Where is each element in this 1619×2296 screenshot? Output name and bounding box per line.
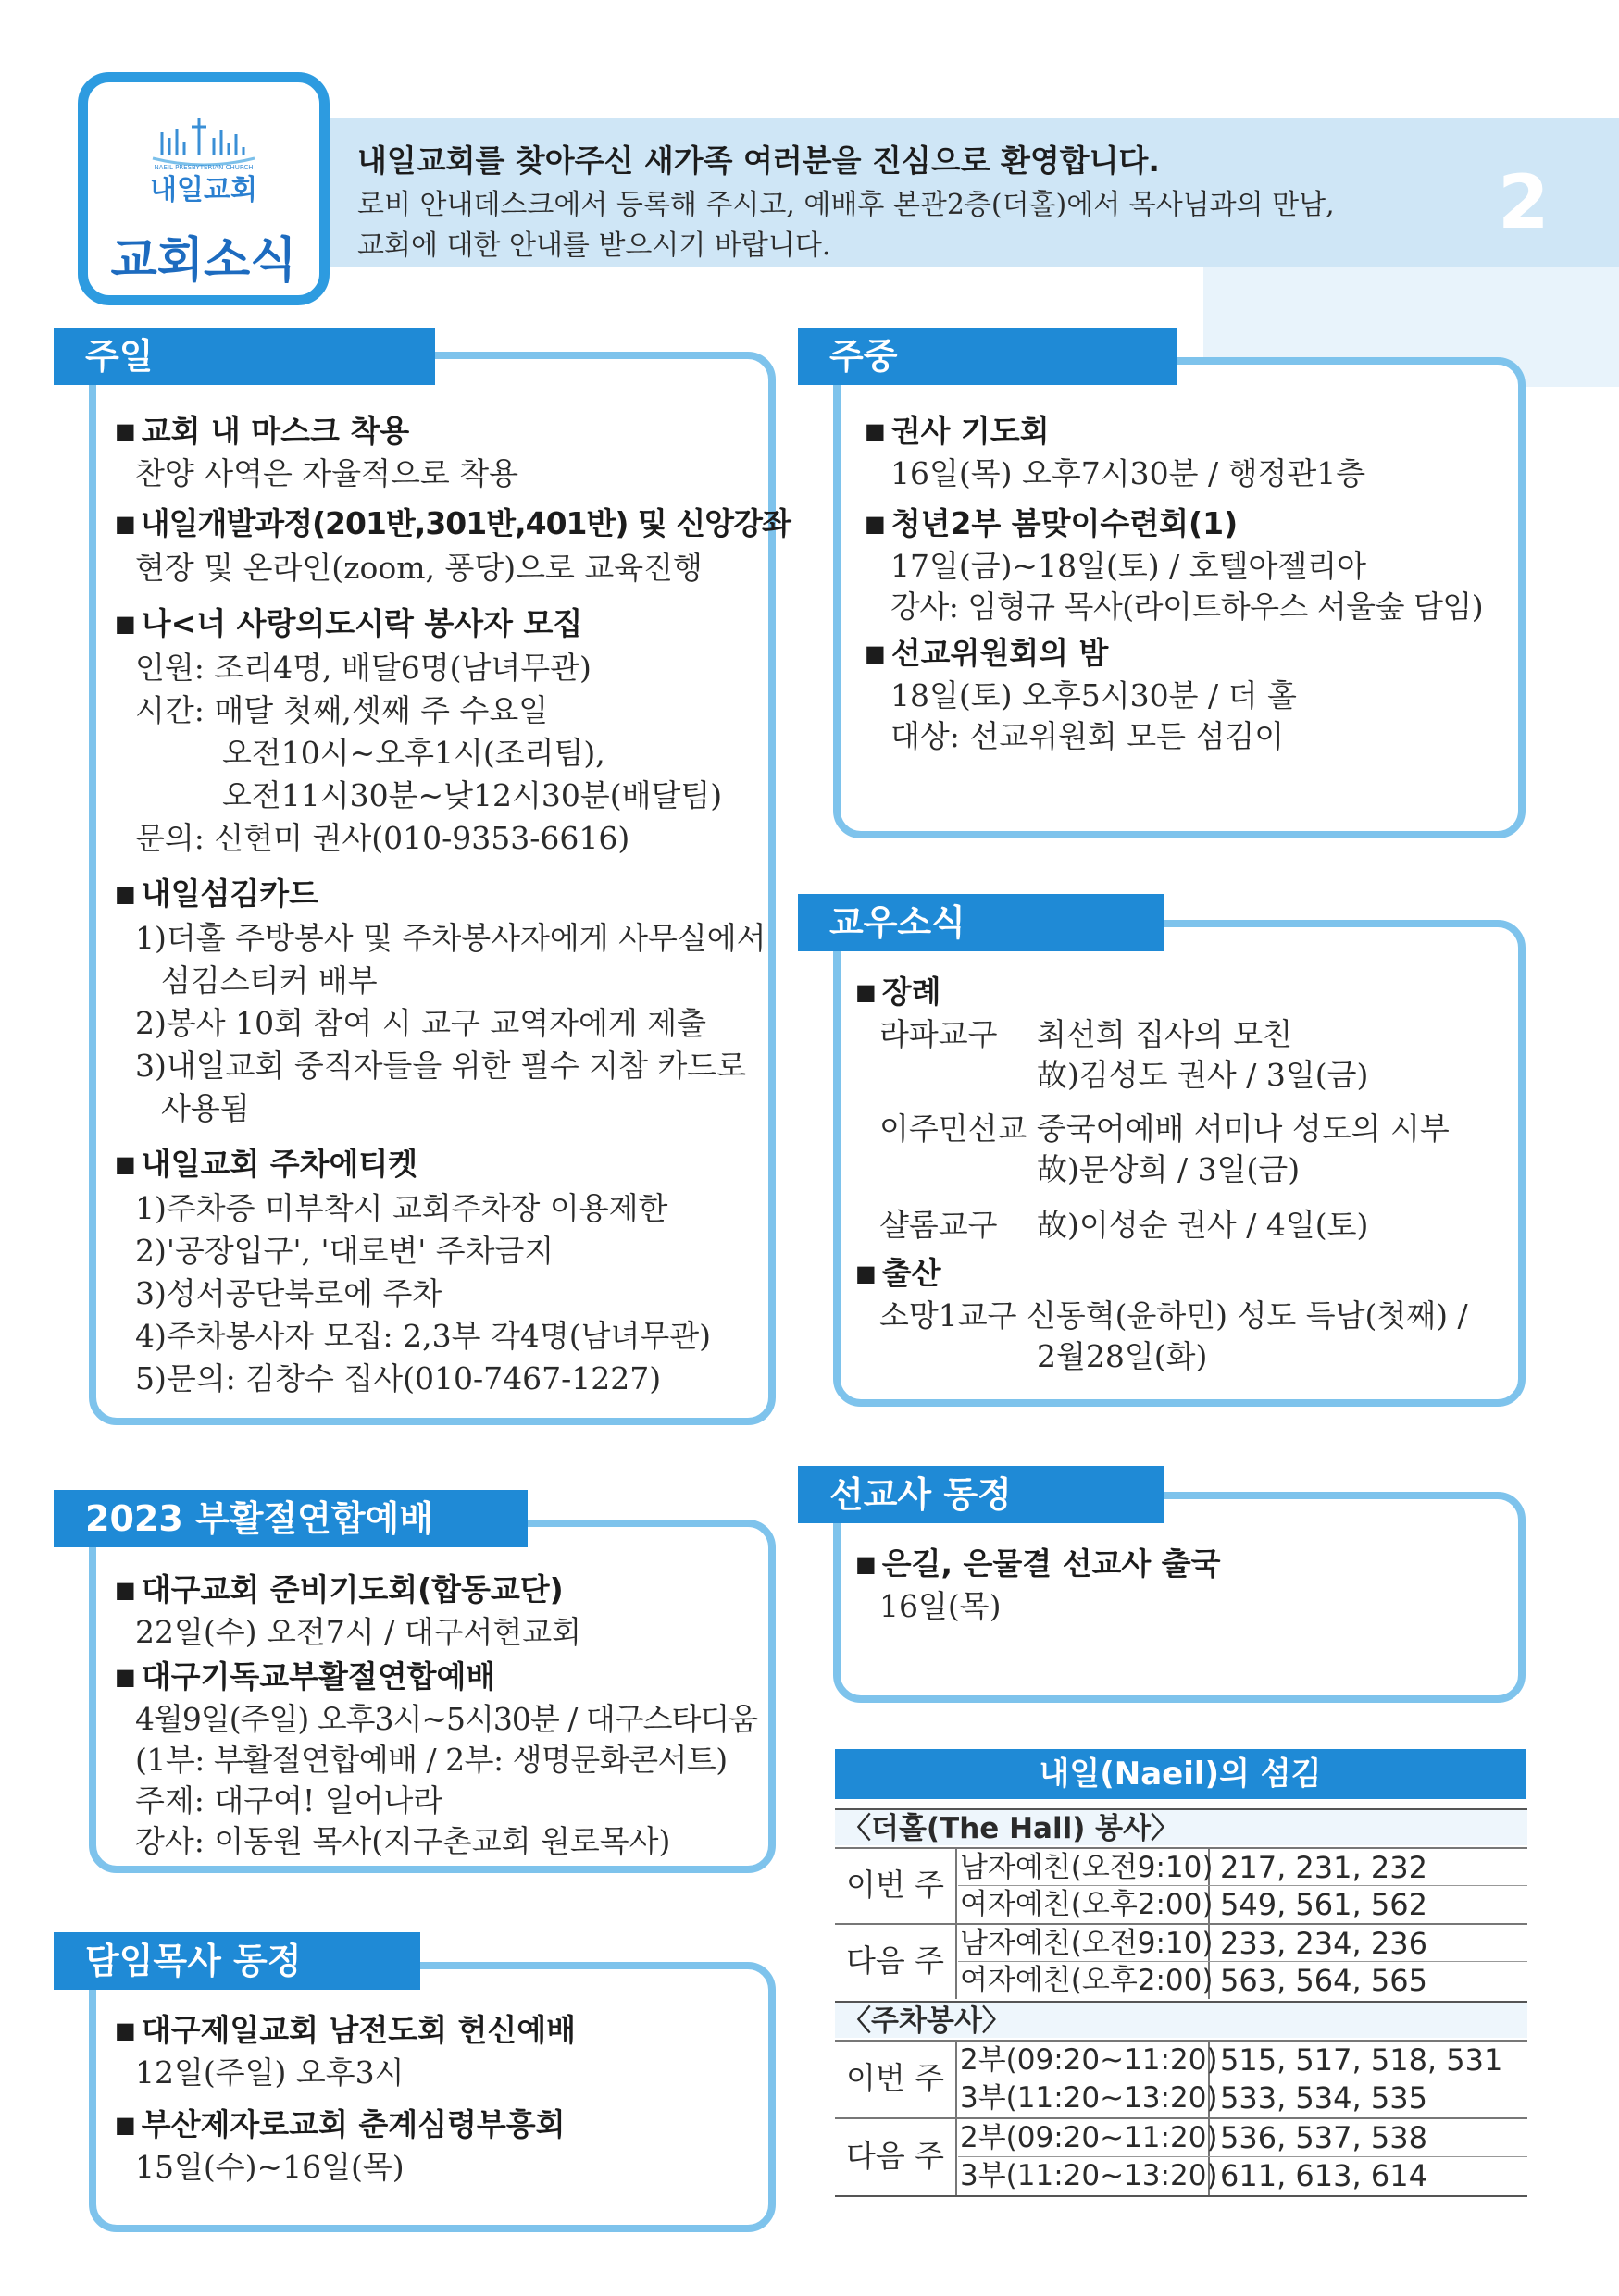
card-line-3: 2)봉사 10회 참여 시 교구 교역자에게 제출	[135, 1005, 706, 1041]
funeral-2-deceased: 故)문상희 / 3일(금)	[1037, 1151, 1301, 1187]
hall-nums-4: 563, 564, 565	[1220, 1963, 1427, 1998]
easter-union-speaker: 강사: 이동원 목사(지구촌교회 원로목사)	[135, 1823, 671, 1859]
sunday-item-card: ■ 내일섬김카드	[115, 870, 318, 913]
parking-line-4: 4)주차봉사자 모집: 2,3부 각4명(남녀무관)	[135, 1318, 711, 1354]
card-line-2: 섬김스티커 배부	[161, 962, 378, 999]
sunday-item-mask-detail: 찬양 사역은 자율적으로 착용	[135, 455, 519, 491]
page-title: 교회소식	[110, 233, 297, 289]
parking-line-5: 5)문의: 김창수 집사(010-7467-1227)	[135, 1360, 662, 1396]
weekday-mission-night-date: 18일(토) 오후5시30분 / 더 홀	[890, 677, 1297, 714]
missionary-departure-date: 16일(목)	[879, 1588, 1002, 1624]
weekday-retreat-date: 17일(금)~18일(토) / 호텔아젤리아	[890, 548, 1367, 584]
weekday-item-mission-night: ■ 선교위원회의 밤	[865, 629, 1108, 673]
easter-item-union: ■ 대구기독교부활절연합예배	[115, 1653, 495, 1696]
parking-nums-3: 536, 537, 538	[1220, 2120, 1427, 2155]
logo-name: 내일교회	[150, 174, 257, 206]
sunday-item-parking: ■ 내일교회 주차에티켓	[115, 1140, 417, 1184]
pastor-section-tag: 담임목사 동정	[54, 1932, 420, 1990]
easter-item-prayer: ■ 대구교회 준비기도회(합동교단)	[115, 1566, 564, 1609]
funeral-3-parish: 샬롬교구	[879, 1207, 998, 1243]
parking-nums-4: 611, 613, 614	[1220, 2158, 1427, 2193]
card-line-5: 사용됨	[161, 1090, 250, 1126]
parking-slot-2: 3부(11:20~13:20)	[958, 2079, 1210, 2117]
welcome-line-2: 교회에 대한 안내를 받으시기 바랍니다.	[357, 230, 831, 262]
pastor-devotion-time: 12일(주일) 오후3시	[135, 2054, 405, 2091]
parking-slot-3: 2부(09:20~11:20)	[958, 2119, 1210, 2157]
members-item-funeral: ■ 장례	[855, 968, 940, 1011]
hall-nums-2: 549, 561, 562	[1220, 1887, 1427, 1922]
members-item-birth: ■ 출산	[855, 1249, 940, 1293]
hall-slot-2: 여자예친(오후2:00)	[960, 1888, 1214, 1921]
weekday-section-tag: 주중	[798, 328, 1177, 385]
hall-next-week-label: 다음 주	[835, 1923, 957, 1999]
parking-nums-2: 533, 534, 535	[1220, 2080, 1427, 2116]
parking-slot-1: 2부(09:20~11:20)	[958, 2042, 1210, 2079]
parking-service-header: 〈주차봉사〉	[835, 2001, 1527, 2038]
weekday-prayer-detail: 16일(목) 오후7시30분 / 행정관1층	[890, 455, 1366, 491]
weekday-item-retreat: ■ 청년2부 봄맞이수련회(1)	[865, 500, 1238, 543]
parking-next-week-label: 다음 주	[835, 2117, 957, 2195]
hall-slot-1: 남자예친(오전9:10)	[960, 1851, 1214, 1884]
funeral-1-family: 최선희 집사의 모친	[1037, 1016, 1293, 1052]
card-line-1: 1)더홀 주방봉사 및 주차봉사자에게 사무실에서	[135, 920, 766, 956]
welcome-line-1: 로비 안내데스크에서 등록해 주시고, 예배후 본관2층(더홀)에서 목사님과의 만남,	[357, 189, 1335, 221]
missionary-section-tag: 선교사 동정	[798, 1466, 1164, 1523]
birth-line-1: 소망1교구 신동혁(윤하민) 성도 득남(첫째) /	[879, 1297, 1468, 1334]
church-logo-icon	[88, 106, 319, 208]
sunday-item-course: ■ 내일개발과정(201반,301반,401반) 및 신앙강좌	[115, 500, 791, 543]
parking-this-week-label: 이번 주	[835, 2040, 957, 2117]
sunday-section-tag: 주일	[54, 328, 435, 385]
lunchbox-time-delivery: 오전11시30분~낮12시30분(배달팀)	[222, 777, 723, 813]
lunchbox-contact: 문의: 신현미 권사(010-9353-6616)	[135, 820, 630, 856]
parking-slot-4: 3부(11:20~13:20)	[958, 2157, 1210, 2195]
pastor-revival-date: 15일(수)~16일(목)	[135, 2149, 405, 2185]
page-number: 2	[1498, 159, 1550, 245]
funeral-1-deceased: 故)김성도 권사 / 3일(금)	[1037, 1057, 1369, 1093]
service-table-title: 내일(Naeil)의 섬김	[835, 1749, 1526, 1799]
parking-line-1: 1)주차증 미부착시 교회주차장 이용제한	[135, 1190, 668, 1226]
easter-union-program: (1부: 부활절연합예배 / 2부: 생명문화콘서트)	[135, 1742, 728, 1778]
lunchbox-time: 시간: 매달 첫째,셋째 주 수요일	[135, 692, 549, 728]
parking-line-3: 3)성서공단북로에 주차	[135, 1275, 442, 1311]
easter-union-time: 4월9일(주일) 오후3시~5시30분 / 대구스타디움	[135, 1701, 758, 1737]
pastor-item-revival: ■ 부산제자로교회 춘계심령부흥회	[115, 2101, 565, 2144]
sunday-item-mask: ■ 교회 내 마스크 착용	[115, 407, 409, 451]
funeral-1-parish: 라파교구	[879, 1016, 998, 1052]
hall-nums-1: 217, 231, 232	[1220, 1850, 1427, 1885]
hall-this-week-label: 이번 주	[835, 1847, 957, 1923]
birth-line-2: 2월28일(화)	[1037, 1338, 1208, 1374]
easter-section-tag: 2023 부활절연합예배	[54, 1490, 528, 1547]
funeral-2-family: 이주민선교 중국어예배 서미나 성도의 시부	[879, 1111, 1450, 1147]
hall-service-header: 〈더홀(The Hall) 봉사〉	[835, 1808, 1527, 1845]
lunchbox-time-cook: 오전10시~오후1시(조리팀),	[222, 735, 605, 771]
hall-slot-4: 여자예친(오후2:00)	[960, 1964, 1214, 1997]
sunday-item-lunchbox: ■ 나<너 사랑의도시락 봉사자 모집	[115, 600, 582, 643]
welcome-title: 내일교회를 찾아주신 새가족 여러분을 진심으로 환영합니다.	[357, 143, 1160, 179]
hall-slot-3: 남자예친(오전9:10)	[960, 1927, 1214, 1960]
parking-line-2: 2)'공장입구', '대로변' 주차금지	[135, 1233, 554, 1269]
church-logo-box	[78, 72, 330, 305]
members-section-tag: 교우소식	[798, 894, 1164, 951]
lunchbox-staff: 인원: 조리4명, 배달6명(남녀무관)	[135, 650, 592, 686]
pastor-section-box	[89, 1962, 776, 2232]
logo-subtitle: NAEIL PRESBYTERIAN CHURCH	[154, 164, 254, 171]
hall-nums-3: 233, 234, 236	[1220, 1926, 1427, 1961]
sunday-item-course-detail: 현장 및 온라인(zoom, 퐁당)으로 교육진행	[135, 550, 703, 586]
parking-nums-1: 515, 517, 518, 531	[1220, 2042, 1503, 2078]
missionary-item-departure: ■ 은길, 은물결 선교사 출국	[855, 1540, 1220, 1583]
weekday-mission-night-target: 대상: 선교위원회 모든 섬김이	[890, 718, 1285, 754]
easter-prayer-detail: 22일(수) 오전7시 / 대구서현교회	[135, 1614, 581, 1650]
weekday-item-prayer: ■ 권사 기도회	[865, 407, 1050, 451]
easter-union-theme: 주제: 대구여! 일어나라	[135, 1782, 443, 1818]
pastor-item-devotion: ■ 대구제일교회 남전도회 헌신예배	[115, 2006, 576, 2050]
weekday-retreat-speaker: 강사: 임형규 목사(라이트하우스 서울숲 담임)	[890, 589, 1484, 625]
funeral-3-deceased: 故)이성순 권사 / 4일(토)	[1037, 1207, 1369, 1243]
card-line-4: 3)내일교회 중직자들을 위한 필수 지참 카드로	[135, 1048, 747, 1084]
